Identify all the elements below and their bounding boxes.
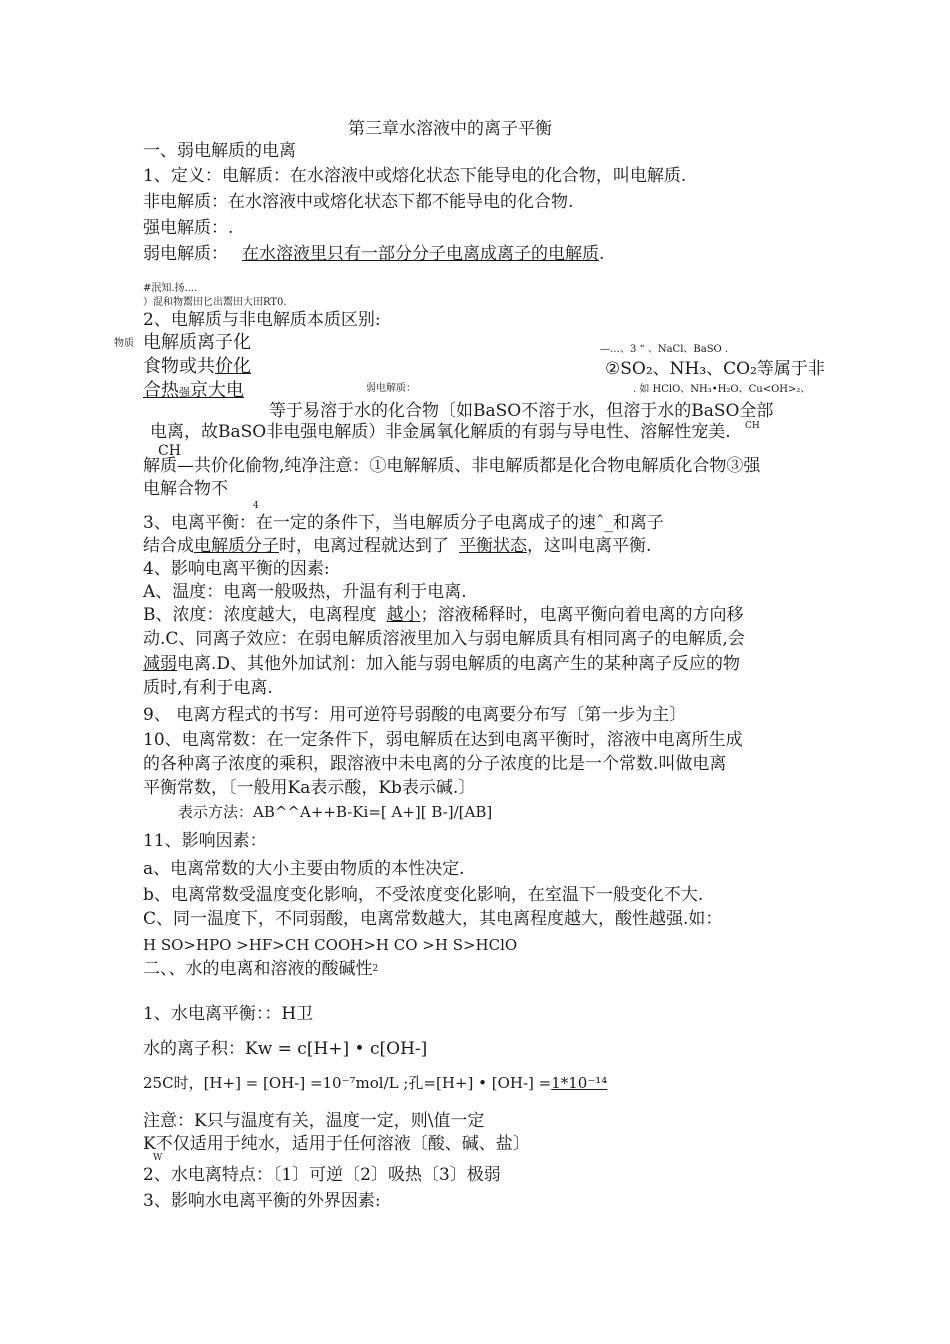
water-line: 2、水电离特点：〔1〕可逆〔2〕吸热〔3〕极弱 [143,1165,501,1185]
right-note: —…、3 “ 、NaCl、BaSO . [600,344,729,355]
question-9: 9、 电离方程式的书写：用可逆符号弱酸的电离要分布写〔第一步为主〕 [143,705,687,725]
text-span: 合热 [143,380,179,401]
item-b: b、电离常数受温度变化影响，不受浓度变化影响，在室温下一般变化不大. [143,885,704,905]
item-c: C、同一温度下，不同弱酸，电离常数越大，其电离程度越大，酸性越强.如： [143,909,723,929]
text-span: 1*10⁻¹⁴ [551,1074,608,1092]
ch-mark: CH [158,443,181,459]
note-line: 注意：K只与温度有关，温度一定，则\值一定 [143,1111,485,1131]
strong-electrolyte-line: 强电解质：. [143,218,234,238]
superscript: CH [745,421,760,431]
note-line: K不仅适用于纯水，适用于任何溶液〔酸、碱、盐〕 [143,1134,530,1154]
text-span: 食物或共 [143,356,215,377]
question-11: 11、影响因素： [143,831,267,851]
superscript: 2 [372,964,379,974]
text-span: 京大电 [190,380,244,401]
paragraph-line: 解质—共价化偷物,纯净注意：①电解解质、非电解质都是化合物电解质化合物③强 [143,456,761,476]
page-title: 第三章水溶液中的离子平衡 [348,119,552,139]
margin-label: 物质 [114,338,134,349]
question-10: 10、电离常数：在一定条件下，弱电解质在达到电离平衡时，溶液中电离所生成 [143,730,743,750]
weak-electrolyte-label: 弱电解质： [366,383,416,394]
text-span: 越小 [386,605,421,625]
weak-end: . [599,244,605,264]
text-span: 结合成 [143,536,194,556]
subscript: W [153,1153,163,1163]
right-note: ②SO₂、NH₃、CO₂等属于非 [605,359,825,379]
text-span: 减弱 [143,654,177,674]
left-column-line [143,380,244,404]
formula-line: 表示方法：AB^^A++B-Ki=[ A+][ B-]/[AB] [178,803,493,821]
text-span: 平衡状态 [459,536,527,556]
water-line: 水的离子积：Kw = c[H+] • c[OH-] [143,1039,428,1059]
question-3-cont [143,535,651,557]
text-span: 强 [179,386,190,399]
paragraph-line: 等于易溶于水的化合物〔如BaSO不溶于水，但溶于水的BaSO全部 [269,401,774,421]
text-span: 电解质分子 [194,536,279,556]
text-span: 电离.D、其他外加试剂：加入能与弱电解质的电离产生的某种离子反应的物 [177,654,741,674]
text-span: ，这叫电离平衡. [527,536,652,556]
text-span: 25C时，[H+] = [OH-] =10⁻⁷mol/L ;孔=[H+] • [OH-] = [143,1074,552,1092]
weak-electrolyte-line [143,243,604,265]
paragraph-line: 电解合物不 [143,479,228,499]
superscript: 4 [253,501,259,511]
text-span: ；溶液稀释时，电离平衡向着电离的方向移 [420,605,744,625]
small-note: ）混和物鬻田匕出鬻田大田RT0. [143,297,287,308]
water-line: 1、水电离平衡：：H卫 [143,1004,314,1024]
paragraph-line: 电离，故BaSO非电强电解质）非金属氧化解质的有弱与导电性、溶解性宠美. [150,422,731,442]
question-3: 3、电离平衡：在一定的条件下，当电解质分子电离成子的速ˆ_和离子 [143,513,664,533]
acid-order: H SO>HPO >HF>CH COOH>H CO >H S>HClO [143,936,518,954]
water-line [143,1072,607,1094]
left-column-line: 电解质离子化 [143,332,251,353]
question-4: 4、影响电离平衡的因素: [143,559,330,579]
text-span: 二、、水的电离和溶液的酸碱性 [143,959,373,979]
text-span: B、浓度：浓度越大，电离程度 [143,605,377,625]
weak-definition: 在水溶液里只有一部分分子电离成离子的电解质 [242,244,599,264]
section-heading: 一、弱电解质的电离 [143,141,296,161]
question-10-cont: 的各种离子浓度的乘积，跟溶液中未电离的分子浓度的比是一个常数.叫做电离 [143,754,727,774]
small-note: #泯知.扬.... [143,283,198,294]
text-span: 时，电离过程就达到了 [279,536,449,556]
section-heading [143,958,378,980]
factor-c: 动.C、同离子效应：在弱电解质溶液里加入与弱电解质具有相同离子的电解质,会 [143,629,745,649]
definition-line: 1、定义：电解质：在水溶液中或熔化状态下能导电的化合物，叫电解质. [143,166,687,186]
factor-d-cont: 质时,有利于电离. [143,678,273,698]
left-column-line [143,356,251,378]
question-10-cont: 平衡常数，〔一般用Ka表示酸，Kb表示碱.〕 [143,778,476,798]
factor-a: A、温度：电离一般吸热，升温有利于电离. [143,582,467,602]
factor-d [143,653,740,675]
question-2: 2、电解质与非电解质本质区别: [143,310,381,330]
text-span: 价化 [215,356,251,377]
water-line: 3、影响水电离平衡的外界因素: [143,1191,381,1211]
item-a: a、电离常数的大小主要由物质的本性决定. [143,859,465,879]
factor-b [143,604,744,626]
nonelectrolyte-line: 非电解质：在水溶液中或熔化状态下都不能导电的化合物. [143,192,574,212]
weak-label: 弱电解质： [143,244,228,264]
right-note: . 如 HClO、NH₃•H₂O、Cu<OH>₂、 [633,384,811,395]
